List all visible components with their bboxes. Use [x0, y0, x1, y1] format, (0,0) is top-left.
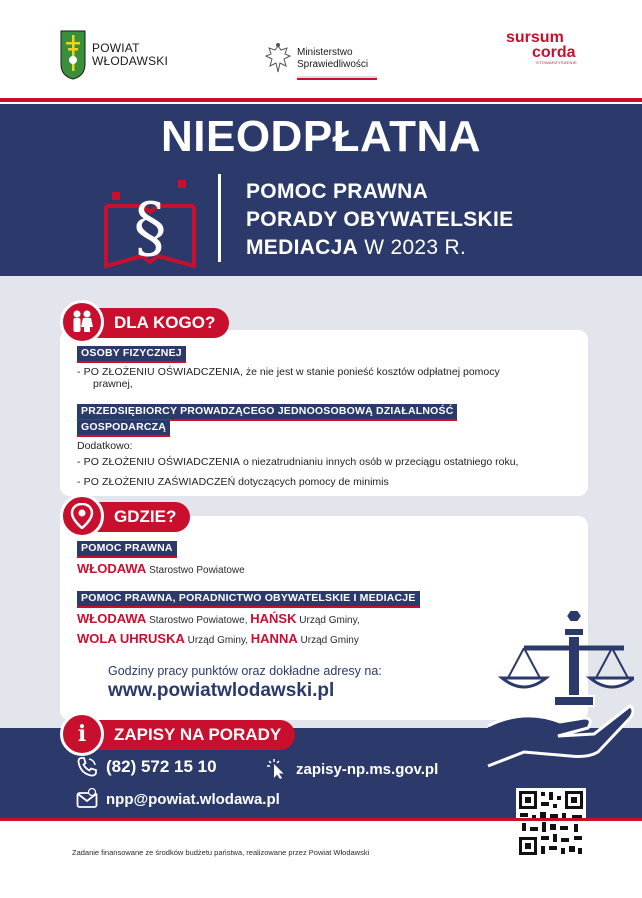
ministry-line1: Ministerstwo	[297, 47, 353, 58]
hero-year: W 2023 R.	[358, 236, 467, 259]
condition1-cont: prawnej,	[93, 378, 133, 390]
mail-icon	[76, 788, 98, 810]
hero-subtitle	[246, 178, 513, 262]
cursor-click-icon	[266, 758, 288, 780]
place-row-2	[77, 610, 360, 629]
condition2-bold: - PO ZŁOŻENIU OŚWIADCZENIA	[77, 456, 241, 468]
hours-info: Godziny pracy punktów oraz dokładne adresy na:	[108, 664, 382, 678]
condition2	[77, 456, 518, 468]
place1-desc: Starostwo Powiatowe	[146, 565, 245, 576]
funding-footer: Zadanie finansowane ze środków budżetu państwa, realizowane przez Powiat Włodawski	[72, 848, 370, 857]
place-wlodawa-1	[77, 560, 245, 579]
pomoc-prawna-tag: POMOC PRAWNA	[77, 541, 177, 558]
email-address[interactable]: npp@powiat.wlodawa.pl	[106, 790, 280, 808]
bottom-red-line	[0, 818, 642, 821]
zapisy-heading	[62, 720, 295, 750]
powiat-name-line2: WŁODAWSKI	[92, 54, 169, 68]
przedsiebiorcy-tag-line1: PRZEDSIĘBIORCY PROWADZĄCEGO JEDNOOSOBOWĄ DZIAŁALNOŚĆ	[77, 404, 457, 421]
condition3	[77, 476, 389, 488]
dodatkowo-label: Dodatkowo:	[77, 440, 133, 452]
przedsiebiorcy-tag-line2: GOSPODARCZĄ	[77, 420, 170, 437]
hero-line3	[246, 234, 513, 262]
website-link[interactable]: www.powiatwlodawski.pl	[108, 680, 335, 701]
gdzie-heading	[62, 502, 190, 532]
hero-line3-main: MEDIACJA	[246, 236, 359, 259]
osoby-fizycznej-condition	[77, 366, 567, 390]
condition2-rest: o niezatrudnianiu innych osób w przeciągu ostatniego roku,	[240, 456, 519, 468]
qr-code[interactable]	[516, 788, 586, 858]
hero-line2: PORADY OBYWATELSKIE	[246, 208, 514, 231]
hero-title: NIEODPŁATNA	[160, 112, 481, 161]
osoby-fizycznej-tag: OSOBY FIZYCZNEJ	[77, 346, 186, 363]
phone-contact[interactable]	[76, 756, 217, 778]
polish-flag-stripe	[297, 76, 377, 80]
header-logos	[0, 0, 642, 98]
powiat-coat-of-arms-icon	[60, 30, 86, 80]
phone-number[interactable]: (82) 572 15 10	[106, 757, 217, 776]
powiat-name-line1: POWIAT	[92, 41, 140, 55]
web-contact[interactable]	[266, 758, 438, 780]
pomoc-poradnictwo-mediacje-tag: POMOC PRAWNA, PORADNICTWO OBYWATELSKIE I MEDIACJE	[77, 591, 420, 608]
zapisy-label: ZAPISY NA PORADY	[114, 725, 282, 744]
dla-kogo-heading	[62, 308, 229, 338]
hero-separator	[218, 174, 221, 262]
place2a-desc: Starostwo Powiatowe,	[146, 615, 251, 626]
sursum-line1: sursum	[506, 29, 564, 46]
place3a-desc: Urząd Gminy,	[184, 635, 251, 646]
paragraph-book-icon	[102, 172, 198, 268]
sursum-corda-logo	[506, 30, 596, 65]
powiat-logo	[60, 30, 168, 80]
hero-top-line	[0, 98, 642, 102]
hero-line1: POMOC PRAWNA	[246, 180, 429, 203]
location-pin-icon	[60, 494, 104, 538]
place1-name: WŁODAWA	[77, 561, 147, 576]
place3b-name: HANNA	[250, 631, 298, 646]
email-contact[interactable]	[76, 788, 280, 810]
place3a-name: WOLA UHRUSKA	[77, 631, 185, 646]
ministry-logo	[263, 42, 368, 76]
sursum-line2: corda	[532, 44, 576, 61]
zapisy-url[interactable]: zapisy-np.ms.gov.pl	[296, 760, 439, 778]
place2b-name: HAŃSK	[250, 611, 297, 626]
condition1-bold: - PO ZŁOŻENIU OŚWIADCZENIA	[77, 366, 241, 378]
info-icon: i	[60, 712, 104, 756]
gdzie-label: GDZIE?	[114, 507, 177, 526]
place2b-desc: Urząd Gminy,	[296, 615, 360, 626]
condition3-rest: dotyczących pomocy de minimis	[235, 476, 389, 488]
svg-text:§: §	[133, 189, 167, 266]
place2a-name: WŁODAWA	[77, 611, 147, 626]
scales-hand-icon	[484, 606, 634, 776]
phone-icon	[76, 756, 98, 778]
eagle-icon	[263, 42, 293, 76]
people-icon	[60, 300, 104, 344]
sursum-line3: STOWARZYSZENIE	[536, 60, 578, 65]
ministry-line2: Sprawiedliwości	[297, 59, 369, 70]
dla-kogo-label: DLA KOGO?	[114, 313, 216, 332]
place-row-3	[77, 630, 359, 649]
condition3-bold: - PO ZŁOŻENIU ZAŚWIADCZEŃ	[77, 476, 236, 488]
condition1-rest: , że nie jest w stanie ponieść kosztów odpłatnej pomocy	[240, 366, 500, 378]
place3b-desc: Urząd Gminy	[297, 635, 359, 646]
